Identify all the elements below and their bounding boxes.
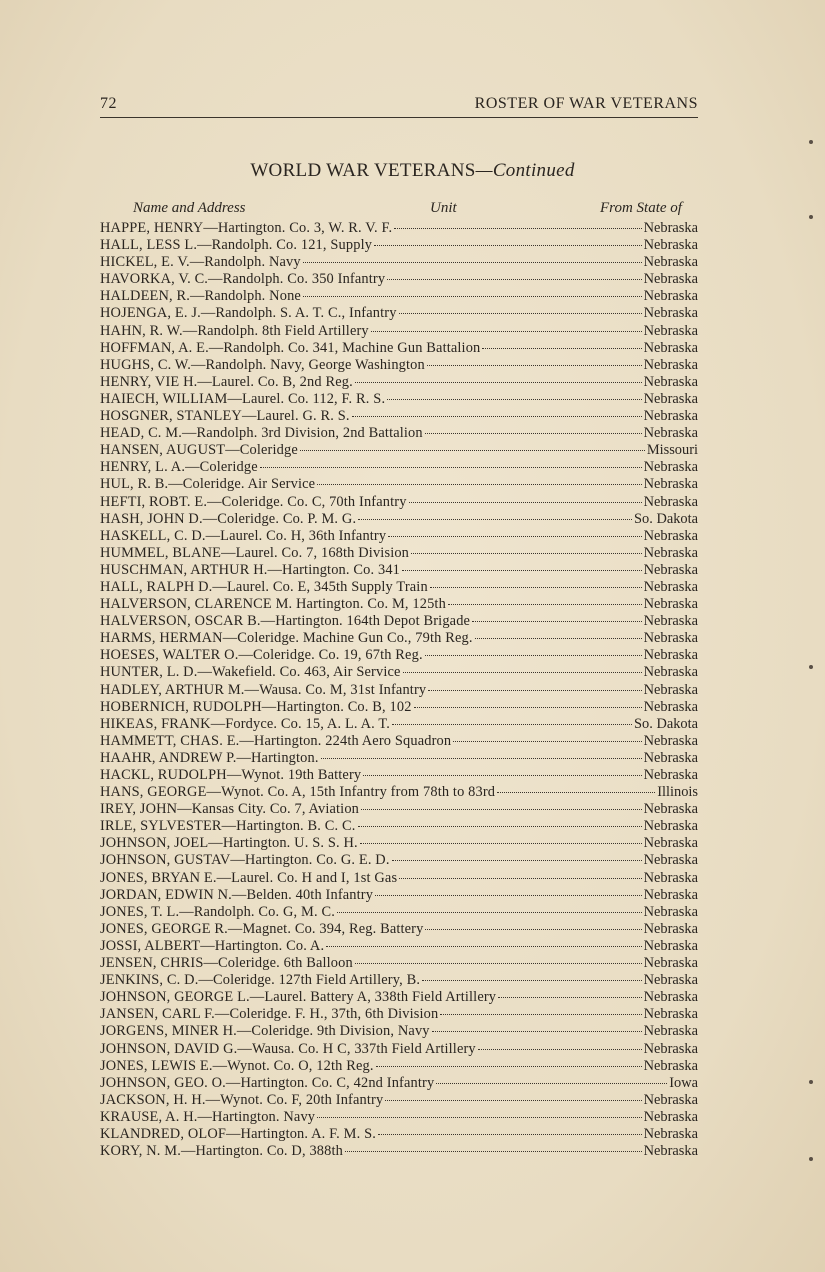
veteran-name-unit: HOSGNER, STANLEY—Laurel. G. R. S. — [100, 408, 350, 425]
veteran-name-unit: JOHNSON, GUSTAV—Hartington. Co. G. E. D. — [100, 852, 390, 869]
state-of-origin: Nebraska — [643, 476, 698, 493]
veteran-name-unit: HUGHS, C. W.—Randolph. Navy, George Washington — [100, 356, 425, 373]
state-of-origin: Nebraska — [643, 903, 698, 920]
roster-entry — [100, 921, 698, 938]
dot-leader — [430, 587, 642, 588]
state-of-origin: Nebraska — [643, 852, 698, 869]
dot-leader — [432, 1031, 642, 1032]
roster-entry — [100, 374, 698, 391]
roster-entry — [100, 904, 698, 921]
dot-leader — [374, 245, 642, 246]
veteran-name-unit: HENRY, L. A.—Coleridge — [100, 459, 258, 476]
roster-entry — [100, 938, 698, 955]
state-of-origin: Nebraska — [643, 271, 698, 288]
state-of-origin: Nebraska — [643, 613, 698, 630]
roster-entry — [100, 528, 698, 545]
roster-entry — [100, 391, 698, 408]
roster-entry — [100, 835, 698, 852]
veteran-name-unit: HAMMETT, CHAS. E.—Hartington. 224th Aero Squadron — [100, 732, 452, 749]
dot-leader — [482, 348, 641, 349]
column-header-name: Name and Address — [133, 200, 246, 216]
roster-entry — [100, 887, 698, 904]
dot-leader — [345, 1151, 642, 1152]
dot-leader — [448, 604, 642, 605]
dot-leader — [392, 724, 632, 725]
state-of-origin: Nebraska — [643, 972, 698, 989]
veteran-name-unit: HALVERSON, CLARENCE M. Hartington. Co. M, 125th — [100, 596, 446, 613]
veteran-name-unit: HARMS, HERMAN—Coleridge. Machine Gun Co., 79th Reg. — [100, 630, 473, 647]
state-of-origin: Nebraska — [643, 1143, 698, 1160]
veteran-name-unit: JORGENS, MINER H.—Coleridge. 9th Division, Navy — [100, 1023, 430, 1040]
dot-leader — [337, 912, 642, 913]
dot-leader — [303, 262, 642, 263]
roster-entry — [100, 494, 698, 511]
veteran-name-unit: HEAD, C. M.—Randolph. 3rd Division, 2nd Battalion — [100, 425, 423, 442]
roster-entry — [100, 357, 698, 374]
roster-entry — [100, 323, 698, 340]
dot-leader — [300, 450, 645, 451]
veteran-name-unit: HALL, LESS L.—Randolph. Co. 121, Supply — [100, 237, 373, 254]
section-title — [0, 160, 825, 182]
roster-entry — [100, 220, 698, 237]
dot-leader — [436, 1083, 667, 1084]
roster-entry — [100, 852, 698, 869]
dot-leader — [355, 963, 642, 964]
veteran-name-unit: JACKSON, H. H.—Wynot. Co. F, 20th Infantry — [100, 1091, 384, 1108]
roster-entry — [100, 1109, 698, 1126]
roster-entry — [100, 408, 698, 425]
roster-entry — [100, 1075, 698, 1092]
state-of-origin: Nebraska — [643, 373, 698, 390]
veteran-name-unit: JENSEN, CHRIS—Coleridge. 6th Balloon — [100, 955, 353, 972]
dot-leader — [317, 1117, 642, 1118]
dot-leader — [358, 519, 632, 520]
running-title: ROSTER OF WAR VETERANS — [474, 95, 698, 112]
state-of-origin: Nebraska — [643, 425, 698, 442]
roster-entry — [100, 733, 698, 750]
roster-entry — [100, 682, 698, 699]
state-of-origin: Nebraska — [643, 767, 698, 783]
state-of-origin: Nebraska — [643, 493, 698, 510]
dot-leader — [403, 672, 642, 673]
veteran-name-unit: HASKELL, C. D.—Laurel. Co. H, 36th Infantry — [100, 527, 387, 544]
state-of-origin: Nebraska — [643, 254, 698, 271]
state-of-origin: Nebraska — [643, 1006, 698, 1023]
state-of-origin: Iowa — [669, 1074, 698, 1091]
roster-entry — [100, 801, 698, 818]
veteran-name-unit: HAAHR, ANDREW P.—Hartington. — [100, 749, 319, 766]
state-of-origin: Nebraska — [643, 322, 698, 339]
veteran-name-unit: JOHNSON, GEORGE L.—Laurel. Battery A, 338th Field Artillery — [100, 989, 497, 1006]
roster-list — [100, 220, 698, 1160]
dot-leader — [475, 638, 642, 639]
state-of-origin: Nebraska — [643, 955, 698, 972]
roster-entry — [100, 340, 698, 357]
veteran-name-unit: HANS, GEORGE—Wynot. Co. A, 15th Infantry from 78th to 83rd — [100, 784, 496, 801]
veteran-name-unit: HOJENGA, E. J.—Randolph. S. A. T. C., Infantry — [100, 305, 397, 322]
dot-leader — [440, 1014, 641, 1015]
veteran-name-unit: HENRY, VIE H.—Laurel. Co. B, 2nd Reg. — [100, 373, 353, 390]
roster-entry — [100, 271, 698, 288]
state-of-origin: So. Dakota — [634, 715, 698, 732]
column-header-state: From State of — [600, 200, 682, 216]
veteran-name-unit: JANSEN, CARL F.—Coleridge. F. H., 37th, 6th Division — [100, 1006, 439, 1023]
roster-entry — [100, 955, 698, 972]
veteran-name-unit: HAIECH, WILLIAM—Laurel. Co. 112, F. R. S. — [100, 390, 386, 407]
roster-entry — [100, 699, 698, 716]
roster-entry — [100, 562, 698, 579]
dot-leader — [360, 843, 642, 844]
veteran-name-unit: HIKEAS, FRANK—Fordyce. Co. 15, A. L. A. T. — [100, 715, 390, 732]
veteran-name-unit: JONES, LEWIS E.—Wynot. Co. O, 12th Reg. — [100, 1057, 374, 1074]
dot-leader — [497, 792, 655, 793]
state-of-origin: Nebraska — [643, 920, 698, 937]
dot-leader — [371, 331, 642, 332]
veteran-name-unit: KRAUSE, A. H.—Hartington. Navy — [100, 1108, 316, 1125]
state-of-origin: Nebraska — [643, 1108, 698, 1125]
state-of-origin: Nebraska — [643, 801, 698, 818]
roster-entry — [100, 818, 698, 835]
dot-leader — [399, 878, 641, 879]
state-of-origin: Nebraska — [643, 1057, 698, 1074]
roster-entry — [100, 630, 698, 647]
veteran-name-unit: HACKL, RUDOLPH—Wynot. 19th Battery — [100, 767, 362, 783]
veteran-name-unit: HASH, JOHN D.—Coleridge. Co. P. M. G. — [100, 510, 357, 527]
roster-entry — [100, 425, 698, 442]
state-of-origin: Nebraska — [643, 1023, 698, 1040]
state-of-origin: Nebraska — [643, 544, 698, 561]
roster-entry — [100, 613, 698, 630]
veteran-name-unit: JENKINS, C. D.—Coleridge. 127th Field Artillery, B. — [100, 972, 421, 989]
state-of-origin: Nebraska — [643, 681, 698, 698]
state-of-origin: Nebraska — [643, 732, 698, 749]
roster-entry — [100, 972, 698, 989]
page-number: 72 — [100, 95, 117, 112]
dot-leader — [376, 1066, 642, 1067]
dot-leader — [402, 570, 642, 571]
veteran-name-unit: HUMMEL, BLANE—Laurel. Co. 7, 168th Division — [100, 544, 410, 561]
roster-entry — [100, 647, 698, 664]
veteran-name-unit: HALDEEN, R.—Randolph. None — [100, 288, 301, 305]
roster-entry — [100, 767, 698, 784]
veteran-name-unit: HALVERSON, OSCAR B.—Hartington. 164th Depot Brigade — [100, 613, 471, 630]
binding-hole-mark — [809, 1157, 813, 1161]
roster-entry — [100, 989, 698, 1006]
section-continued: —Continued — [475, 160, 575, 181]
dot-leader — [411, 553, 642, 554]
dot-leader — [472, 621, 642, 622]
veteran-name-unit: HOFFMAN, A. E.—Randolph. Co. 341, Machine Gun Battalion — [100, 339, 481, 356]
column-header-unit: Unit — [430, 200, 457, 216]
dot-leader — [375, 895, 642, 896]
dot-leader — [321, 758, 642, 759]
roster-entry — [100, 716, 698, 733]
roster-entry — [100, 1143, 698, 1160]
state-of-origin: Illinois — [657, 784, 698, 801]
state-of-origin: Nebraska — [643, 886, 698, 903]
dot-leader — [478, 1049, 642, 1050]
state-of-origin: Nebraska — [643, 527, 698, 544]
roster-entry — [100, 870, 698, 887]
state-of-origin: Nebraska — [643, 596, 698, 613]
roster-entry — [100, 1006, 698, 1023]
dot-leader — [425, 433, 642, 434]
veteran-name-unit: HAVORKA, V. C.—Randolph. Co. 350 Infantry — [100, 271, 386, 288]
roster-entry — [100, 254, 698, 271]
dot-leader — [352, 416, 642, 417]
veteran-name-unit: KLANDRED, OLOF—Hartington. A. F. M. S. — [100, 1125, 376, 1142]
roster-entry — [100, 784, 698, 801]
state-of-origin: Nebraska — [643, 237, 698, 254]
veteran-name-unit: HADLEY, ARTHUR M.—Wausa. Co. M, 31st Infantry — [100, 681, 427, 698]
dot-leader — [498, 997, 642, 998]
state-of-origin: Nebraska — [643, 749, 698, 766]
binding-hole-mark — [809, 665, 813, 669]
dot-leader — [387, 399, 641, 400]
state-of-origin: Nebraska — [643, 869, 698, 886]
roster-entry — [100, 545, 698, 562]
dot-leader — [422, 980, 642, 981]
veteran-name-unit: HUL, R. B.—Coleridge. Air Service — [100, 476, 316, 493]
veteran-name-unit: JOHNSON, JOEL—Hartington. U. S. S. H. — [100, 835, 358, 852]
dot-leader — [355, 382, 642, 383]
dot-leader — [425, 655, 642, 656]
running-header — [100, 95, 698, 118]
dot-leader — [453, 741, 641, 742]
state-of-origin: Nebraska — [643, 1091, 698, 1108]
veteran-name-unit: HOBERNICH, RUDOLPH—Hartington. Co. B, 102 — [100, 698, 412, 715]
roster-entry — [100, 579, 698, 596]
state-of-origin: Missouri — [646, 442, 698, 459]
veteran-name-unit: JOSSI, ALBERT—Hartington. Co. A. — [100, 937, 325, 954]
state-of-origin: Nebraska — [643, 561, 698, 578]
roster-entry — [100, 1126, 698, 1143]
roster-entry — [100, 1041, 698, 1058]
veteran-name-unit: JORDAN, EDWIN N.—Belden. 40th Infantry — [100, 886, 374, 903]
state-of-origin: So. Dakota — [634, 510, 698, 527]
state-of-origin: Nebraska — [643, 305, 698, 322]
veteran-name-unit: KORY, N. M.—Hartington. Co. D, 388th — [100, 1143, 343, 1160]
veteran-name-unit: IRLE, SYLVESTER—Hartington. B. C. C. — [100, 818, 356, 835]
dot-leader — [260, 467, 642, 468]
state-of-origin: Nebraska — [643, 835, 698, 852]
roster-entry — [100, 511, 698, 528]
veteran-name-unit: HICKEL, E. V.—Randolph. Navy — [100, 254, 301, 271]
dot-leader — [303, 296, 642, 297]
dot-leader — [428, 690, 641, 691]
dot-leader — [358, 826, 642, 827]
roster-entry — [100, 305, 698, 322]
state-of-origin: Nebraska — [643, 630, 698, 647]
veteran-name-unit: JONES, GEORGE R.—Magnet. Co. 394, Reg. Battery — [100, 920, 424, 937]
roster-entry — [100, 237, 698, 254]
roster-entry — [100, 1058, 698, 1075]
veteran-name-unit: IREY, JOHN—Kansas City. Co. 7, Aviation — [100, 801, 360, 818]
roster-entry — [100, 1023, 698, 1040]
state-of-origin: Nebraska — [643, 339, 698, 356]
dot-leader — [392, 860, 642, 861]
dot-leader — [394, 228, 641, 229]
roster-entry — [100, 664, 698, 681]
binding-hole-mark — [809, 1080, 813, 1084]
state-of-origin: Nebraska — [643, 578, 698, 595]
veteran-name-unit: HANSEN, AUGUST—Coleridge — [100, 442, 298, 459]
roster-entry — [100, 442, 698, 459]
dot-leader — [385, 1100, 641, 1101]
veteran-name-unit: HEFTI, ROBT. E.—Coleridge. Co. C, 70th Infantry — [100, 493, 407, 510]
state-of-origin: Nebraska — [643, 356, 698, 373]
veteran-name-unit: HUNTER, L. D.—Wakefield. Co. 463, Air Service — [100, 664, 401, 681]
veteran-name-unit: JONES, T. L.—Randolph. Co. G, M. C. — [100, 903, 335, 920]
roster-entry — [100, 750, 698, 767]
dot-leader — [388, 536, 641, 537]
state-of-origin: Nebraska — [643, 1040, 698, 1057]
dot-leader — [363, 775, 641, 776]
dot-leader — [361, 809, 642, 810]
dot-leader — [427, 365, 642, 366]
roster-entry — [100, 476, 698, 493]
veteran-name-unit: HALL, RALPH D.—Laurel. Co. E, 345th Supply Train — [100, 578, 428, 595]
state-of-origin: Nebraska — [643, 459, 698, 476]
veteran-name-unit: JOHNSON, GEO. O.—Hartington. Co. C, 42nd Infantry — [100, 1074, 435, 1091]
veteran-name-unit: HAPPE, HENRY—Hartington. Co. 3, W. R. V. F. — [100, 220, 393, 236]
roster-entry — [100, 288, 698, 305]
veteran-name-unit: HAHN, R. W.—Randolph. 8th Field Artillery — [100, 322, 369, 339]
veteran-name-unit: HOESES, WALTER O.—Coleridge. Co. 19, 67th Reg. — [100, 647, 423, 664]
state-of-origin: Nebraska — [643, 220, 698, 236]
binding-hole-mark — [809, 215, 813, 219]
roster-entry — [100, 1092, 698, 1109]
dot-leader — [414, 707, 642, 708]
dot-leader — [317, 484, 641, 485]
veteran-name-unit: JONES, BRYAN E.—Laurel. Co. H and I, 1st Gas — [100, 869, 398, 886]
state-of-origin: Nebraska — [643, 989, 698, 1006]
roster-entry — [100, 459, 698, 476]
state-of-origin: Nebraska — [643, 390, 698, 407]
state-of-origin: Nebraska — [643, 288, 698, 305]
dot-leader — [378, 1134, 642, 1135]
state-of-origin: Nebraska — [643, 1125, 698, 1142]
state-of-origin: Nebraska — [643, 698, 698, 715]
roster-entry — [100, 596, 698, 613]
dot-leader — [387, 279, 641, 280]
dot-leader — [326, 946, 641, 947]
state-of-origin: Nebraska — [643, 818, 698, 835]
veteran-name-unit: HUSCHMAN, ARTHUR H.—Hartington. Co. 341 — [100, 561, 401, 578]
section-title-text: WORLD WAR VETERANS — [250, 160, 476, 181]
state-of-origin: Nebraska — [643, 408, 698, 425]
dot-leader — [425, 929, 641, 930]
state-of-origin: Nebraska — [643, 664, 698, 681]
binding-hole-mark — [809, 140, 813, 144]
veteran-name-unit: JOHNSON, DAVID G.—Wausa. Co. H C, 337th Field Artillery — [100, 1040, 476, 1057]
dot-leader — [399, 313, 642, 314]
dot-leader — [409, 502, 642, 503]
state-of-origin: Nebraska — [643, 647, 698, 664]
state-of-origin: Nebraska — [643, 937, 698, 954]
